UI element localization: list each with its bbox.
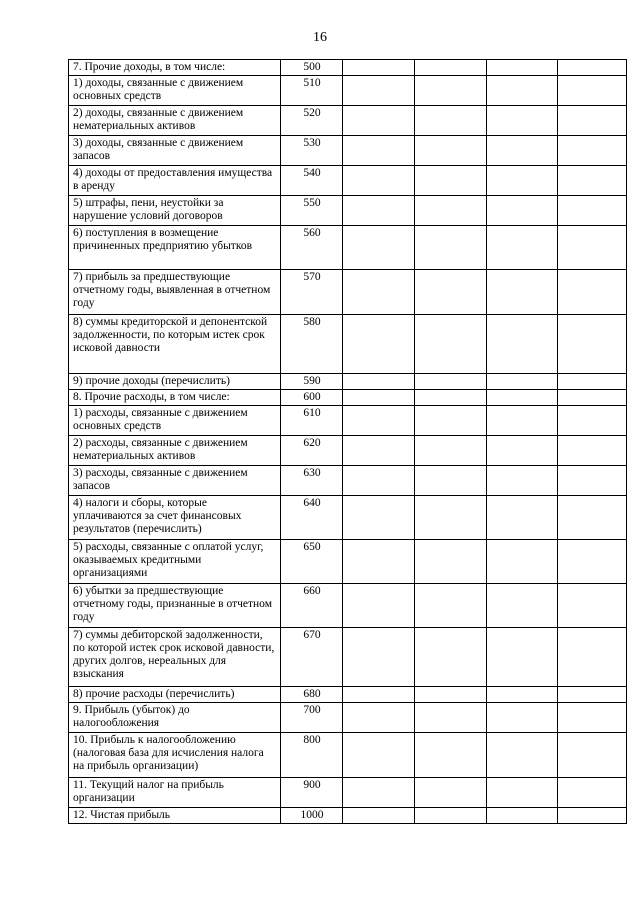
page-number: 16 [313, 30, 327, 45]
value-cell [415, 778, 487, 808]
value-cell [415, 390, 487, 406]
value-cell [558, 628, 627, 687]
indicator-name: 9) прочие доходы (перечислить) [69, 374, 281, 390]
value-cell [343, 270, 415, 315]
value-cell [487, 196, 558, 226]
value-cell [558, 778, 627, 808]
table-row [69, 106, 627, 136]
table-row [69, 496, 627, 540]
value-cell [487, 466, 558, 496]
value-cell [415, 76, 487, 106]
indicator-name: 5) расходы, связанные с оплатой услуг, оказываемых кредитными организациями [69, 540, 281, 584]
indicator-name: 7) суммы дебиторской задолженности, по которой истек срок исковой давности, других долгов, нереальных для взыскания [69, 628, 281, 687]
value-cell [343, 315, 415, 374]
line-code: 900 [281, 778, 343, 808]
value-cell [558, 466, 627, 496]
value-cell [415, 226, 487, 270]
value-cell [415, 628, 487, 687]
indicator-name: 8) суммы кредиторской и депонентской задолженности, по которым истек срок исковой давности [69, 315, 281, 374]
line-code: 540 [281, 166, 343, 196]
value-cell [487, 540, 558, 584]
table-row [69, 628, 627, 687]
value-cell [558, 136, 627, 166]
value-cell [487, 390, 558, 406]
value-cell [343, 374, 415, 390]
value-cell [487, 374, 558, 390]
line-code: 610 [281, 406, 343, 436]
value-cell [487, 406, 558, 436]
value-cell [487, 226, 558, 270]
value-cell [558, 270, 627, 315]
value-cell [558, 166, 627, 196]
value-cell [487, 436, 558, 466]
value-cell [558, 733, 627, 778]
value-cell [415, 196, 487, 226]
value-cell [558, 687, 627, 703]
table-row [69, 584, 627, 628]
table-row [69, 374, 627, 390]
line-code: 670 [281, 628, 343, 687]
value-cell [487, 628, 558, 687]
table-row [69, 196, 627, 226]
indicator-name: 11. Текущий налог на прибыль организации [69, 778, 281, 808]
value-cell [343, 687, 415, 703]
line-code: 700 [281, 703, 343, 733]
value-cell [558, 226, 627, 270]
value-cell [415, 584, 487, 628]
line-code: 630 [281, 466, 343, 496]
value-cell [487, 60, 558, 76]
value-cell [343, 76, 415, 106]
line-code: 800 [281, 733, 343, 778]
value-cell [415, 166, 487, 196]
value-cell [343, 196, 415, 226]
line-code: 650 [281, 540, 343, 584]
line-code: 550 [281, 196, 343, 226]
value-cell [558, 60, 627, 76]
value-cell [415, 436, 487, 466]
value-cell [343, 136, 415, 166]
table-row [69, 270, 627, 315]
value-cell [415, 703, 487, 733]
value-cell [415, 687, 487, 703]
indicator-name: 4) доходы от предоставления имущества в аренду [69, 166, 281, 196]
value-cell [343, 628, 415, 687]
value-cell [415, 808, 487, 824]
value-cell [487, 703, 558, 733]
line-code: 620 [281, 436, 343, 466]
line-code: 570 [281, 270, 343, 315]
value-cell [558, 406, 627, 436]
value-cell [487, 76, 558, 106]
value-cell [343, 466, 415, 496]
indicator-name: 6) убытки за предшествующие отчетному годы, признанные в отчетном году [69, 584, 281, 628]
indicator-name: 4) налоги и сборы, которые уплачиваются за счет финансовых результатов (перечислить) [69, 496, 281, 540]
table-body [69, 60, 627, 824]
value-cell [487, 496, 558, 540]
value-cell [558, 374, 627, 390]
value-cell [415, 374, 487, 390]
indicator-name: 12. Чистая прибыль [69, 808, 281, 824]
value-cell [415, 733, 487, 778]
table-row [69, 406, 627, 436]
line-code: 530 [281, 136, 343, 166]
value-cell [487, 315, 558, 374]
indicator-name: 9. Прибыль (убыток) до налогообложения [69, 703, 281, 733]
financial-results-table [68, 59, 627, 824]
value-cell [558, 390, 627, 406]
table-row [69, 733, 627, 778]
line-code: 680 [281, 687, 343, 703]
value-cell [415, 60, 487, 76]
indicator-name: 8. Прочие расходы, в том числе: [69, 390, 281, 406]
indicator-name: 3) расходы, связанные с движением запасов [69, 466, 281, 496]
indicator-name: 2) доходы, связанные с движением нематериальных активов [69, 106, 281, 136]
value-cell [343, 106, 415, 136]
value-cell [558, 315, 627, 374]
value-cell [558, 808, 627, 824]
table-row [69, 703, 627, 733]
value-cell [558, 496, 627, 540]
table-row [69, 778, 627, 808]
value-cell [343, 808, 415, 824]
value-cell [343, 584, 415, 628]
indicator-name: 7) прибыль за предшествующие отчетному годы, выявленная в отчетном году [69, 270, 281, 315]
table-row [69, 687, 627, 703]
table-row [69, 76, 627, 106]
line-code: 640 [281, 496, 343, 540]
indicator-name: 8) прочие расходы (перечислить) [69, 687, 281, 703]
value-cell [343, 390, 415, 406]
line-code: 500 [281, 60, 343, 76]
value-cell [415, 270, 487, 315]
indicator-name: 2) расходы, связанные с движением нематериальных активов [69, 436, 281, 466]
indicator-name: 6) поступления в возмещение причиненных предприятию убытков [69, 226, 281, 270]
value-cell [558, 540, 627, 584]
line-code: 510 [281, 76, 343, 106]
indicator-name: 1) доходы, связанные с движением основных средств [69, 76, 281, 106]
table-row [69, 808, 627, 824]
value-cell [343, 436, 415, 466]
table-row [69, 466, 627, 496]
value-cell [415, 315, 487, 374]
value-cell [558, 584, 627, 628]
table-row [69, 226, 627, 270]
value-cell [558, 703, 627, 733]
value-cell [343, 778, 415, 808]
value-cell [558, 76, 627, 106]
line-code: 520 [281, 106, 343, 136]
table-row [69, 166, 627, 196]
indicator-name: 7. Прочие доходы, в том числе: [69, 60, 281, 76]
value-cell [343, 406, 415, 436]
value-cell [558, 196, 627, 226]
value-cell [415, 496, 487, 540]
value-cell [487, 808, 558, 824]
line-code: 600 [281, 390, 343, 406]
value-cell [343, 496, 415, 540]
value-cell [487, 106, 558, 136]
indicator-name: 3) доходы, связанные с движением запасов [69, 136, 281, 166]
line-code: 1000 [281, 808, 343, 824]
indicator-name: 1) расходы, связанные с движением основных средств [69, 406, 281, 436]
table-row [69, 540, 627, 584]
line-code: 590 [281, 374, 343, 390]
value-cell [415, 406, 487, 436]
indicator-name: 5) штрафы, пени, неустойки за нарушение условий договоров [69, 196, 281, 226]
value-cell [487, 733, 558, 778]
value-cell [343, 166, 415, 196]
value-cell [415, 466, 487, 496]
value-cell [343, 226, 415, 270]
value-cell [415, 106, 487, 136]
value-cell [487, 166, 558, 196]
line-code: 660 [281, 584, 343, 628]
table-row [69, 436, 627, 466]
value-cell [415, 540, 487, 584]
line-code: 580 [281, 315, 343, 374]
value-cell [415, 136, 487, 166]
value-cell [343, 540, 415, 584]
value-cell [343, 733, 415, 778]
value-cell [487, 270, 558, 315]
value-cell [487, 136, 558, 166]
value-cell [487, 584, 558, 628]
value-cell [343, 703, 415, 733]
value-cell [343, 60, 415, 76]
value-cell [558, 106, 627, 136]
value-cell [487, 778, 558, 808]
value-cell [558, 436, 627, 466]
line-code: 560 [281, 226, 343, 270]
table-row [69, 390, 627, 406]
value-cell [487, 687, 558, 703]
table-row [69, 136, 627, 166]
table-row [69, 60, 627, 76]
table-row [69, 315, 627, 374]
indicator-name: 10. Прибыль к налогообложению (налоговая база для исчисления налога на прибыль организации) [69, 733, 281, 778]
